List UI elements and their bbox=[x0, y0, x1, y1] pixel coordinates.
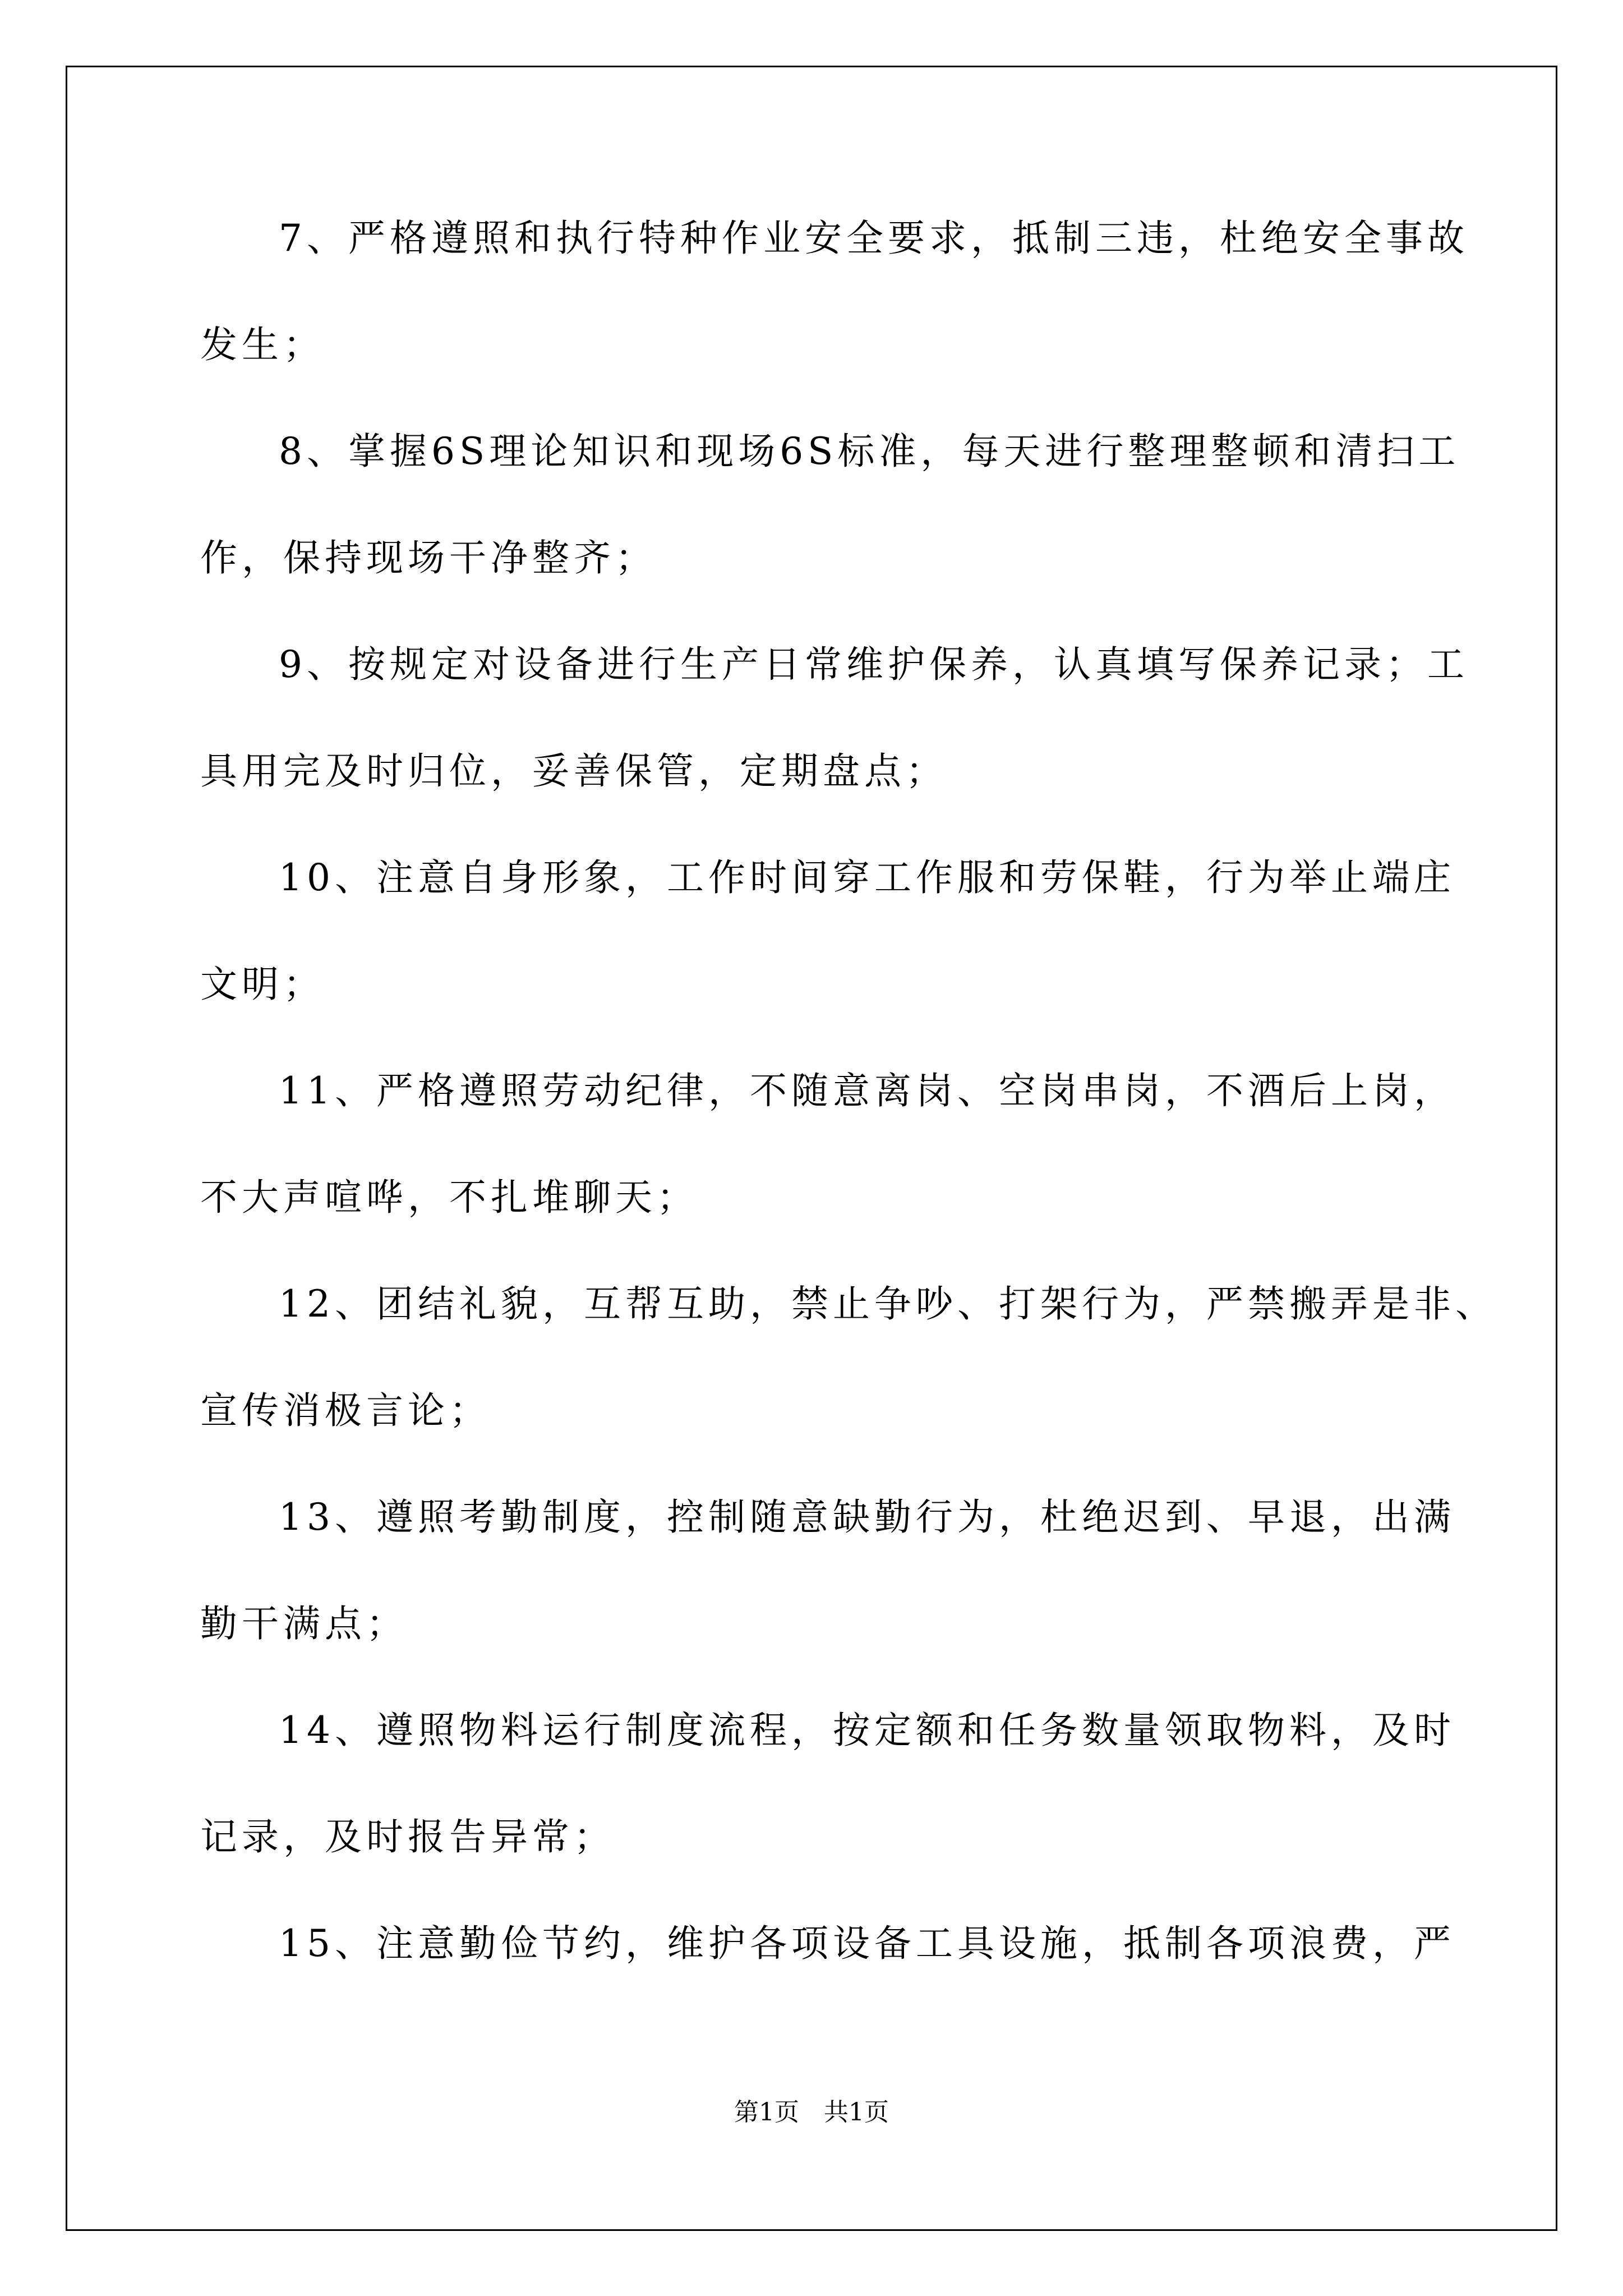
text-line: 勤干满点； bbox=[200, 1602, 408, 1645]
text-line: 7、严格遵照和执行特种作业安全要求，抵制三违，杜绝安全事故 bbox=[279, 217, 1469, 260]
text-line: 记录，及时报告异常； bbox=[200, 1815, 615, 1858]
text-line: 具用完及时归位，妥善保管，定期盘点； bbox=[200, 749, 947, 793]
text-line: 9、按规定对设备进行生产日常维护保养，认真填写保养记录；工 bbox=[279, 643, 1469, 686]
text-line: 11、严格遵照劳动纪律，不随意离岗、空岗串岗，不酒后上岗， bbox=[279, 1069, 1455, 1112]
text-line: 发生； bbox=[200, 323, 325, 366]
text-line: 作，保持现场干净整齐； bbox=[200, 536, 657, 579]
text-line: 不大声喧哗，不扎堆聊天； bbox=[200, 1176, 698, 1219]
text-line: 文明； bbox=[200, 963, 325, 1006]
text-line: 15、注意勤俭节约，维护各项设备工具设施，抵制各项浪费，严 bbox=[279, 1922, 1455, 1965]
page-border bbox=[66, 66, 1557, 2231]
text-line: 14、遵照物料运行制度流程，按定额和任务数量领取物料，及时 bbox=[279, 1709, 1455, 1752]
text-line: 12、团结礼貌，互帮互助，禁止争吵、打架行为，严禁搬弄是非、 bbox=[279, 1282, 1497, 1326]
text-line: 10、注意自身形象，工作时间穿工作服和劳保鞋，行为举止端庄 bbox=[279, 856, 1455, 899]
page-footer: 第1页 共1页 bbox=[734, 2098, 889, 2127]
text-line: 13、遵照考勤制度，控制随意缺勤行为，杜绝迟到、早退，出满 bbox=[279, 1496, 1455, 1539]
text-line: 8、掌握6S理论知识和现场6S标准，每天进行整理整顿和清扫工 bbox=[279, 430, 1460, 473]
text-line: 宣传消极言论； bbox=[200, 1389, 491, 1432]
